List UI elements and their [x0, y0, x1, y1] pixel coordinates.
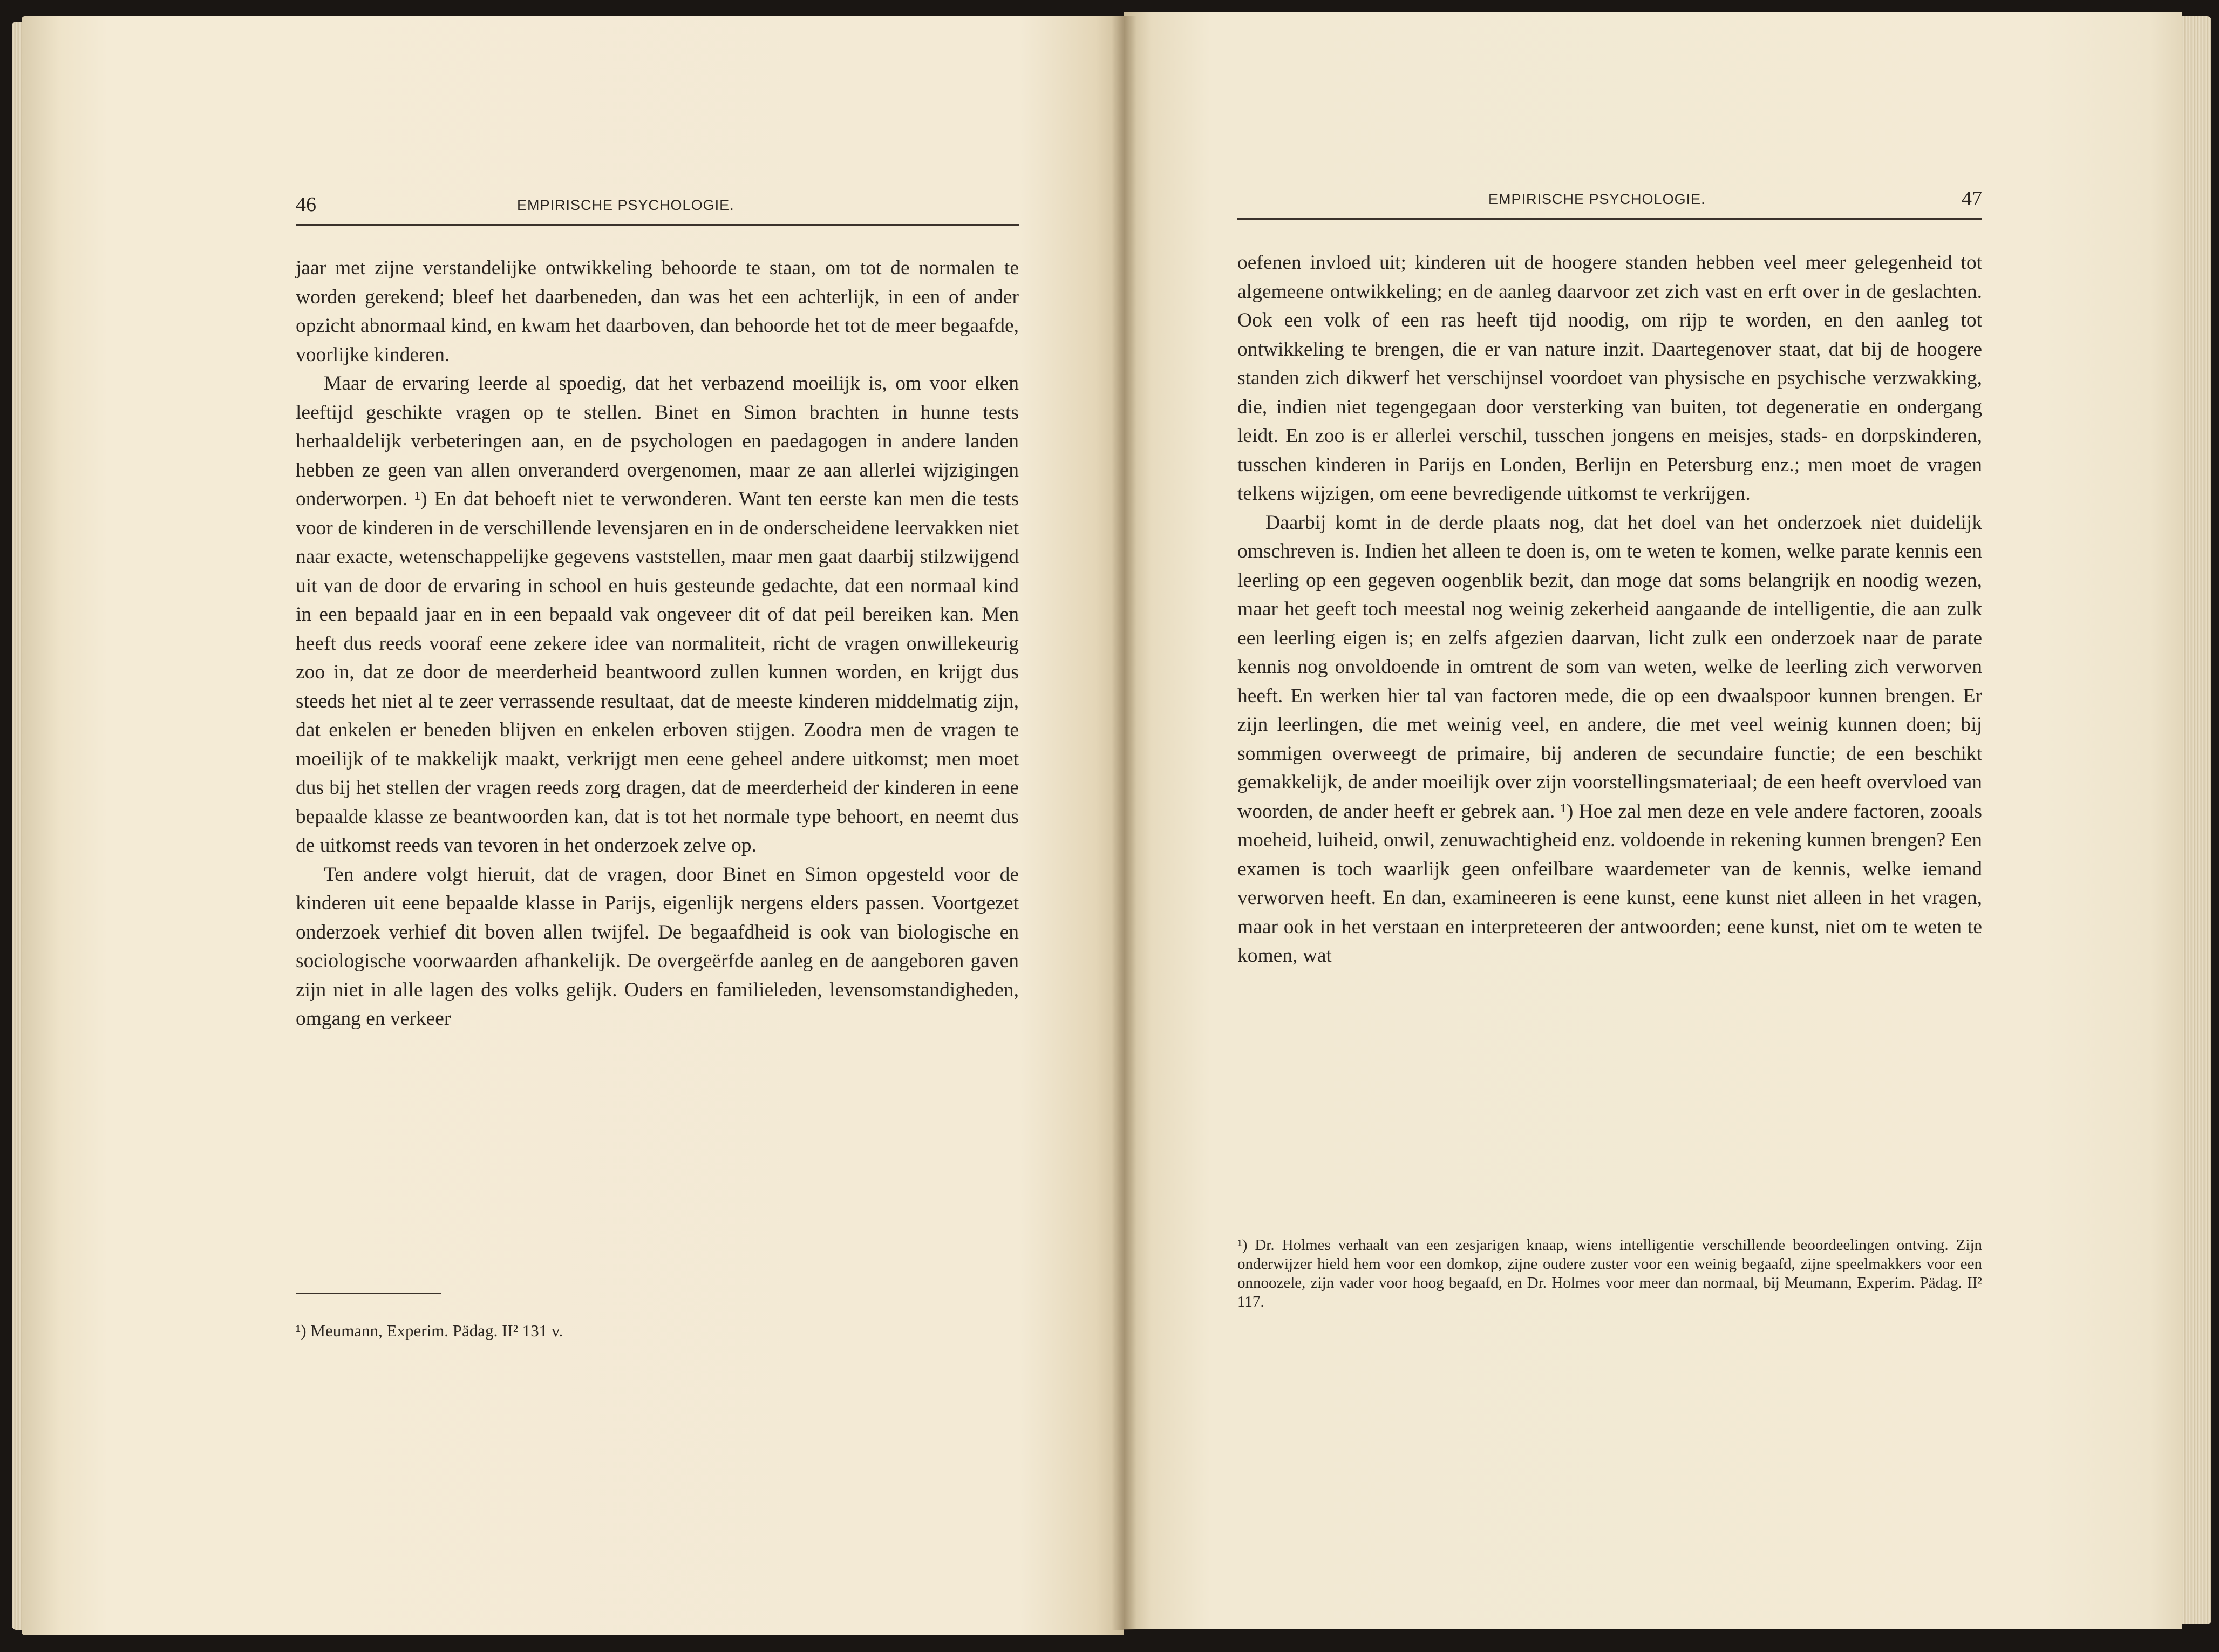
left-paragraph-3: Ten andere volgt hieruit, dat de vragen, door Binet en Simon opgesteld voor de kinderen uit eene bepaalde klasse in Parijs, eigenlijk nergens elders passen. Voortgezet onderzoek verhief dit boven allen twijfel. De begaafdheid is ook van biologische en sociologische voorwaarden afhankelijk. De overgeërfde aanleg en de aangeboren gaven zijn niet in alle lagen des volks gelijk. Ouders en familieleden, levensomstandigheden, omgang en verkeer: [296, 863, 1019, 1030]
right-page: [1124, 12, 2182, 1629]
left-body-text: [296, 254, 1019, 1034]
left-footnote: ¹) Meumann, Experim. Pädag. II² 131 v.: [296, 1321, 563, 1340]
right-footnote: ¹) Dr. Holmes verhaalt van een zesjarigen knaap, wiens intelligentie verschillende beoordeelingen ontving. Zijn onderwijzer hield hem voor een domkop, zijne oudere zuster voor een weinig begaafd, zijne speelmakkers voor een onnoozele, zijn vader voor hoog begaafd, en Dr. Holmes voor meer dan normaal, bij Meumann, Experim. Pädag. II² 117.: [1237, 1236, 1982, 1310]
book-gutter: [1112, 16, 1136, 1630]
right-paragraph-2: Daarbij komt in de derde plaats nog, dat het doel van het onderzoek niet duidelijk omschreven is. Indien het alleen te doen is, om te weten te komen, welke parate kennis een leerling op een gegeven oogenblik bezit, dan moge dat soms belangrijk en noodig wezen, maar het geeft toch meestal nog weinig zekerheid aangaande de intelligentie, die aan zulk een leerling eigen is; en zelfs afgezien daarvan, licht zulk een onderzoek naar de parate kennis nog onvoldoende in omtrent de som van weten, welke de leerling zich verworven heeft. En werken hier tal van factoren mede, die op een dwaalspoor kunnen brengen. Er zijn leerlingen, die met weinig veel, en andere, die met veel weinig kunnen doen; bij sommigen overweegt de primaire, bij anderen de secundaire functie; de een beschikt gemakkelijk, de ander moeilijk over zijn voorstellingsmateriaal; de een heeft overvloed van woorden, de ander heeft er gebrek aan. ¹) Hoe zal men deze en vele andere factoren, zooals moeheid, luiheid, onwil, zenuwachtigheid enz. voldoende in rekening kunnen brengen? Een examen is toch waarlijk geen onfeilbare waardemeter van de kennis, welke iemand verworven heeft. En dan, examineeren is eene kunst, eene kunst niet alleen in het vragen, maar ook in het verstaan en interpreteeren der antwoorden; eene kunst, niet om te weten te komen, wat: [1237, 511, 1982, 967]
left-paragraph-2: Maar de ervaring leerde al spoedig, dat het verbazend moeilijk is, om voor elken leeftijd geschikte vragen op te stellen. Binet en Simon brachten in hunne tests herhaaldelijk verbeteringen aan, en de psychologen en paedagogen in andere landen hebben ze geen van allen onveranderd overgenomen, maar ze aan allerlei wijzigingen onderworpen. ¹) En dat behoeft niet te verwonderen. Want ten eerste kan men die tests voor de kinderen in de verschillende levensjaren en in de onderscheidene leervakken niet naar exacte, wetenschappelijke gegevens vaststellen, maar men gaat daarbij stilzwijgend uit van de door de ervaring in school en huis gesteunde gedachte, dat een normaal kind in een bepaald jaar en in een bepaald vak ongeveer dit of dat peil bereiken kan. Men heeft dus reeds vooraf eene zekere idee van normaliteit, richt de vragen onwillekeurig zoo in, dat ze door de meerderheid beantwoord zullen kunnen worden, en krijgt dus steeds het niet al te zeer verrassende resultaat, dat de meeste kinderen middelmatig zijn, dat enkelen er beneden blijven en enkelen erboven stijgen. Zoodra men de vragen te moeilijk of te makkelijk maakt, verkrijgt men eene geheel andere uitkomst; men moet dus bij het stellen der vragen reeds zorg dragen, dat de meerderheid der kinderen in eene bepaalde klasse ze beantwoorden kan, dat is tot het normale type behoort, en neemt dus de uitkomst reeds van tevoren in het onderzoek zelve op.: [296, 372, 1019, 856]
left-page-header: [296, 192, 1019, 226]
right-page-header: [1237, 186, 1982, 220]
left-running-head: EMPIRISCHE PSYCHOLOGIE.: [517, 197, 734, 213]
left-page-number: 46: [296, 193, 316, 216]
right-running-head: EMPIRISCHE PSYCHOLOGIE.: [1488, 191, 1706, 207]
left-footnote-rule: [296, 1293, 441, 1294]
left-paragraph-1: jaar met zijne verstandelijke ontwikkeling behoorde te staan, om tot de normalen te worden gerekend; bleef het daarbeneden, dan was het een achterlijk, in een of ander opzicht abnormaal kind, en kwam het daarboven, dan behoorde het tot de meer begaafde, voorlijke kinderen.: [296, 257, 1019, 366]
right-page-number: 47: [1962, 187, 1982, 210]
right-paragraph-1: oefenen invloed uit; kinderen uit de hoogere standen hebben veel meer gelegenheid tot algemeene ontwikkeling; en de aanleg daarvoor zet zich vast en erft over in de geslachten. Ook een volk of een ras heeft tijd noodig, om rijp te worden, en den aanleg tot ontwikkeling te brengen, die er van nature inzit. Daartegenover staat, dat bij de hoogere standen zich dikwerf het verschijnsel voordoet van physische en psychische verzwakking, die, indien niet tegengegaan door versterking van buiten, tot degeneratie en ondergang leidt. En zoo is er allerlei verschil, tusschen jongens en meisjes, stads- en dorpskinderen, tusschen kinderen in Parijs en Londen, Berlijn en Petersburg enz.; men moet de vragen telkens wijzigen, om eene bevredigende uitkomst te verkrijgen.: [1237, 251, 1982, 505]
right-page-edges: [2182, 16, 2211, 1624]
right-body-text: [1237, 248, 1982, 970]
left-page: [22, 16, 1124, 1635]
